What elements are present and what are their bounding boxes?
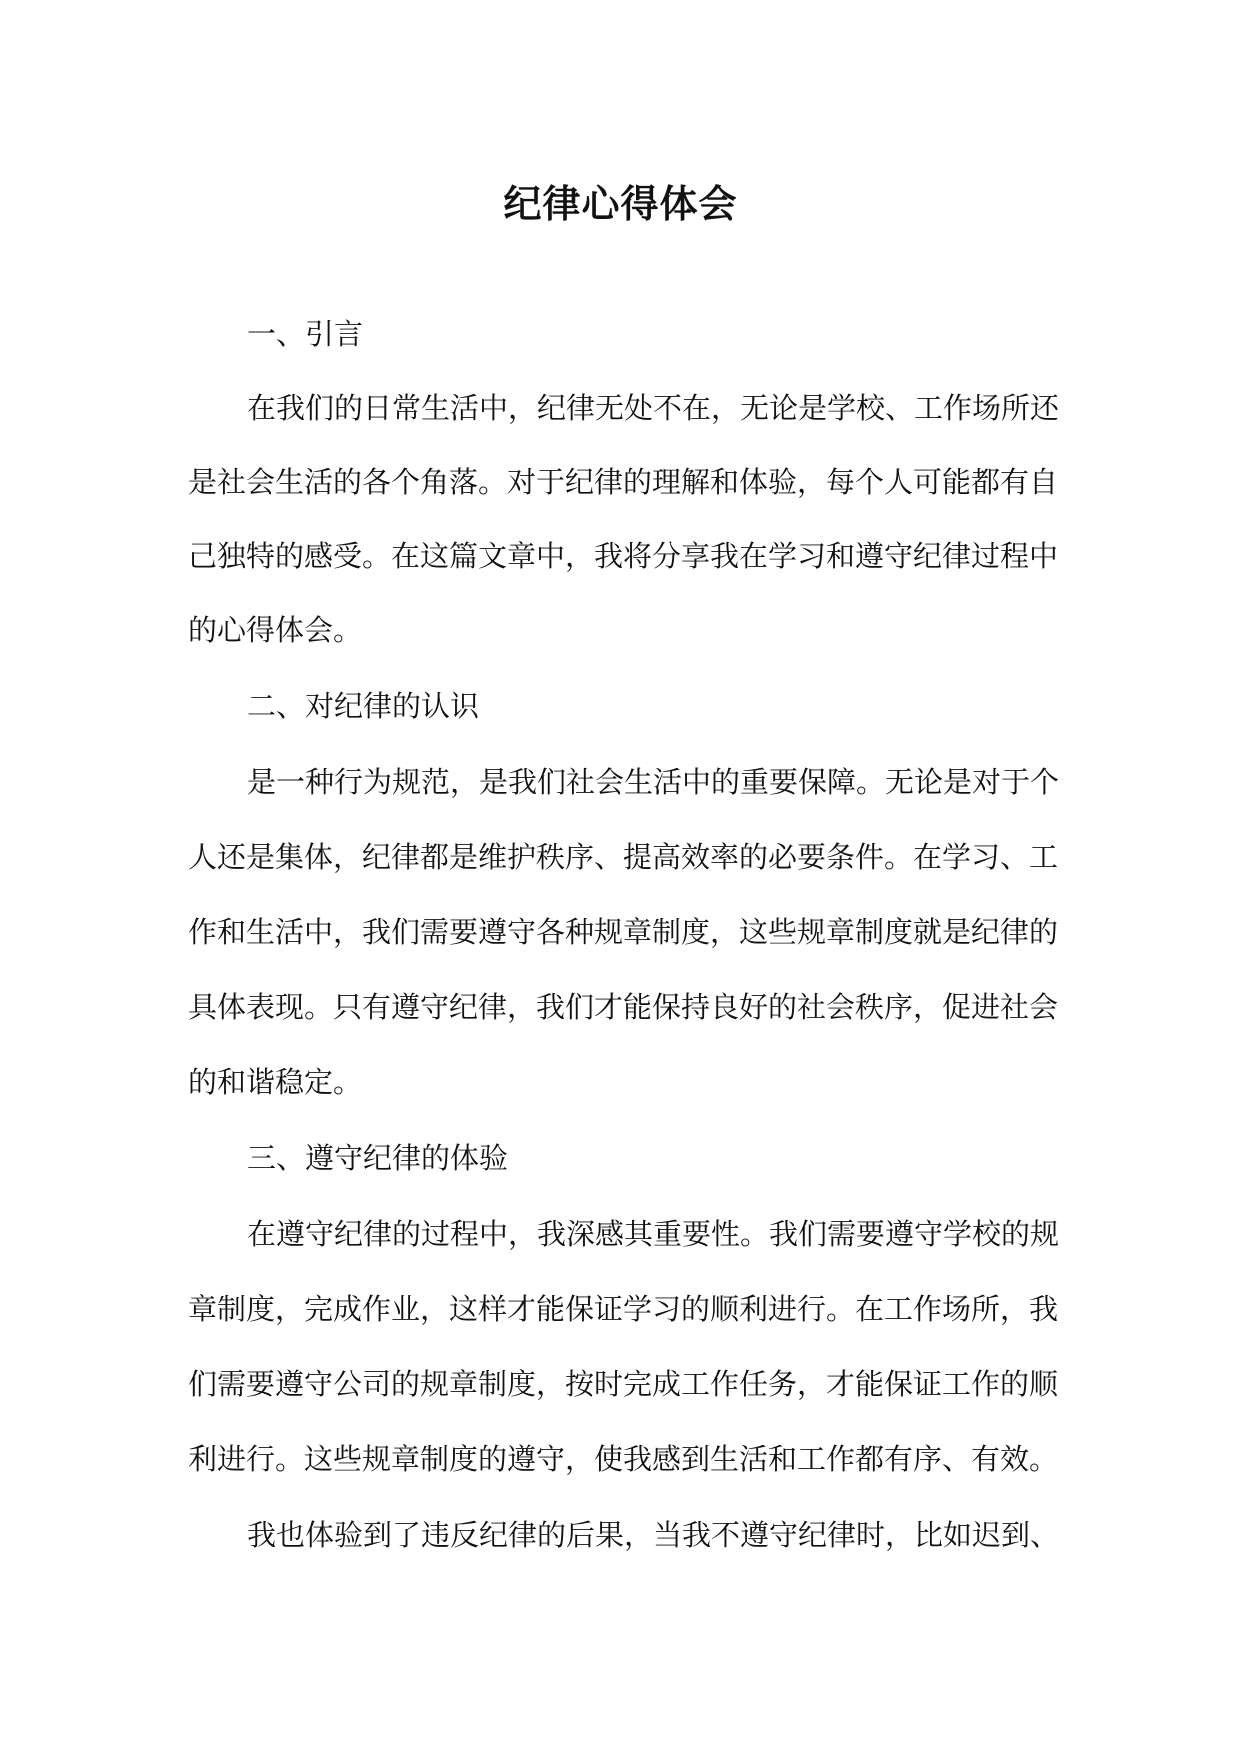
paragraph-line: 的和谐稳定。 bbox=[188, 1065, 363, 1099]
paragraph-line: 利进行。这些规章制度的遵守，使我感到生活和工作都有序、有效。 bbox=[188, 1442, 1059, 1476]
heading-introduction: 一、引言 bbox=[247, 317, 364, 351]
paragraph-line: 己独特的感受。在这篇文章中，我将分享我在学习和遵守纪律过程中 bbox=[188, 539, 1059, 573]
paragraph-line: 在遵守纪律的过程中，我深感其重要性。我们需要遵守学校的规 bbox=[247, 1217, 1060, 1251]
document-title: 纪律心得体会 bbox=[503, 182, 738, 226]
paragraph-line: 的心得体会。 bbox=[188, 613, 363, 647]
paragraph-line: 具体表现。只有遵守纪律，我们才能保持良好的社会秩序，促进社会 bbox=[188, 990, 1059, 1024]
paragraph-line: 是一种行为规范，是我们社会生活中的重要保障。无论是对于个 bbox=[247, 765, 1060, 799]
paragraph-line: 是社会生活的各个角落。对于纪律的理解和体验，每个人可能都有自 bbox=[188, 465, 1059, 499]
paragraph-line: 们需要遵守公司的规章制度，按时完成工作任务，才能保证工作的顺 bbox=[188, 1367, 1059, 1401]
heading-experience: 三、遵守纪律的体验 bbox=[247, 1141, 509, 1175]
heading-understanding: 二、对纪律的认识 bbox=[247, 689, 480, 723]
paragraph-line: 在我们的日常生活中，纪律无处不在，无论是学校、工作场所还 bbox=[247, 391, 1060, 425]
paragraph-line: 人还是集体，纪律都是维护秩序、提高效率的必要条件。在学习、工 bbox=[188, 840, 1059, 874]
paragraph-line: 章制度，完成作业，这样才能保证学习的顺利进行。在工作场所，我 bbox=[188, 1292, 1059, 1326]
paragraph-line: 我也体验到了违反纪律的后果，当我不遵守纪律时，比如迟到、 bbox=[247, 1518, 1060, 1552]
paragraph-line: 作和生活中，我们需要遵守各种规章制度，这些规章制度就是纪律的 bbox=[188, 915, 1059, 949]
